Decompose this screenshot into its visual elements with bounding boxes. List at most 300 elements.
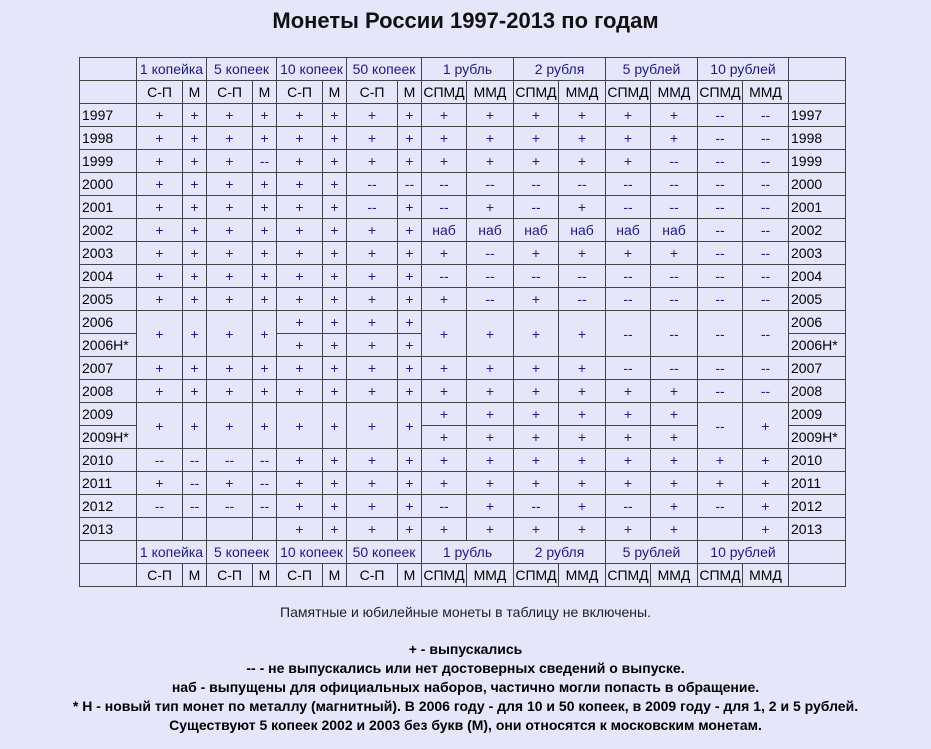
table-cell: --	[698, 104, 743, 127]
table-cell: +	[253, 219, 277, 242]
year-label: 2009	[789, 403, 846, 426]
legend-line: наб - выпущены для официальных наборов, частично могли попасть в обращение.	[171, 679, 760, 695]
table-cell: +	[651, 449, 698, 472]
table-cell: +	[323, 311, 347, 334]
table-cell: +	[277, 173, 323, 196]
table-cell: --	[606, 265, 651, 288]
table-cell: --	[698, 495, 743, 518]
table-cell: +	[559, 495, 606, 518]
denomination-header: 50 копеек	[347, 541, 422, 564]
table-cell: +	[207, 472, 253, 495]
mint-header-row	[80, 81, 846, 104]
table-cell: +	[651, 242, 698, 265]
table-cell: наб	[422, 219, 467, 242]
mint-header: М	[323, 564, 347, 587]
table-cell: +	[323, 196, 347, 219]
table-cell: +	[207, 380, 253, 403]
year-label: 2008	[789, 380, 846, 403]
legend-line: Существуют 5 копеек 2002 и 2003 без букв (М), они относятся к московским монетам.	[169, 717, 762, 733]
table-cell: --	[137, 495, 183, 518]
table-cell: +	[398, 196, 422, 219]
year-label: 2009	[80, 403, 137, 426]
excluded-note: Памятные и юбилейные монеты в таблицу не включены.	[280, 604, 651, 620]
mint-header: СПМД	[422, 81, 467, 104]
table-cell: --	[651, 288, 698, 311]
table-cell: +	[347, 288, 398, 311]
table-cell: +	[277, 449, 323, 472]
table-cell: +	[398, 219, 422, 242]
table-cell: --	[698, 219, 743, 242]
mint-header: ММД	[743, 81, 789, 104]
table-cell: наб	[514, 219, 559, 242]
table-cell: --	[467, 288, 514, 311]
table-cell: --	[422, 196, 467, 219]
table-cell: +	[347, 104, 398, 127]
table-cell: --	[398, 173, 422, 196]
year-label: 1997	[80, 104, 137, 127]
table-cell: --	[253, 150, 277, 173]
table-cell: +	[253, 403, 277, 449]
table-cell: +	[323, 357, 347, 380]
table-cell: +	[277, 357, 323, 380]
table-row	[80, 219, 846, 242]
table-cell: +	[277, 196, 323, 219]
table-cell: +	[277, 380, 323, 403]
table-cell: +	[137, 403, 183, 449]
table-cell: +	[422, 449, 467, 472]
table-row	[80, 173, 846, 196]
table-cell: --	[743, 357, 789, 380]
table-cell: +	[467, 403, 514, 426]
table-cell: +	[277, 265, 323, 288]
table-cell: +	[347, 495, 398, 518]
table-cell: --	[207, 449, 253, 472]
table-cell: +	[277, 104, 323, 127]
table-cell: +	[347, 449, 398, 472]
table-cell: наб	[606, 219, 651, 242]
year-label: 1999	[789, 150, 846, 173]
table-cell: +	[398, 495, 422, 518]
table-cell	[137, 518, 183, 541]
table-cell: +	[651, 104, 698, 127]
year-label: 2003	[80, 242, 137, 265]
mint-header: ММД	[651, 81, 698, 104]
table-cell: --	[698, 196, 743, 219]
table-cell: +	[398, 150, 422, 173]
table-cell: +	[277, 311, 323, 334]
table-cell: --	[183, 495, 207, 518]
year-label: 2005	[789, 288, 846, 311]
mint-header: ММД	[559, 564, 606, 587]
table-cell: +	[347, 380, 398, 403]
mint-header: С-П	[137, 81, 183, 104]
table-cell: +	[559, 449, 606, 472]
mint-header: М	[183, 564, 207, 587]
year-label: 2011	[789, 472, 846, 495]
year-label: 2003	[789, 242, 846, 265]
mint-header: М	[183, 81, 207, 104]
table-row	[80, 311, 846, 334]
table-cell: +	[323, 219, 347, 242]
table-cell: +	[277, 518, 323, 541]
table-cell: +	[183, 242, 207, 265]
table-cell: +	[743, 472, 789, 495]
table-cell: --	[347, 196, 398, 219]
table-cell: +	[422, 104, 467, 127]
table-cell: +	[347, 219, 398, 242]
mint-header: С-П	[277, 564, 323, 587]
table-cell	[183, 518, 207, 541]
mint-header: М	[398, 564, 422, 587]
table-cell: +	[698, 449, 743, 472]
table-cell: --	[183, 472, 207, 495]
table-cell: +	[347, 518, 398, 541]
denomination-header-row	[80, 541, 846, 564]
table-cell: +	[514, 426, 559, 449]
table-cell: +	[277, 403, 323, 449]
table-cell: +	[183, 150, 207, 173]
table-cell: +	[347, 472, 398, 495]
table-cell: +	[347, 265, 398, 288]
table-cell: +	[207, 104, 253, 127]
denomination-header-row	[80, 58, 846, 81]
table-cell: +	[651, 127, 698, 150]
table-cell: +	[323, 104, 347, 127]
table-cell: +	[183, 357, 207, 380]
table-cell: наб	[651, 219, 698, 242]
table-cell: --	[137, 449, 183, 472]
table-cell: +	[467, 472, 514, 495]
table-cell: +	[422, 288, 467, 311]
table-cell: --	[253, 449, 277, 472]
year-label: 2007	[80, 357, 137, 380]
legend-line: * Н - новый тип монет по металлу (магнитный). В 2006 году - для 10 и 50 копеек, в 2009 году - для 1, 2 и 5 рублей.	[72, 698, 859, 714]
mint-header: С-П	[277, 81, 323, 104]
table-cell: +	[422, 518, 467, 541]
table-cell: --	[606, 196, 651, 219]
table-cell	[253, 518, 277, 541]
table-cell: +	[559, 426, 606, 449]
year-label: 2001	[789, 196, 846, 219]
table-cell: --	[606, 357, 651, 380]
year-label: 2009Н*	[789, 426, 846, 449]
table-cell: +	[514, 150, 559, 173]
table-cell: --	[422, 173, 467, 196]
mint-header: СПМД	[514, 81, 559, 104]
table-cell: +	[606, 150, 651, 173]
table-cell: --	[422, 265, 467, 288]
mint-header: С-П	[207, 564, 253, 587]
legend-line: + - выпускались	[408, 641, 523, 657]
table-cell: --	[253, 472, 277, 495]
table-cell: --	[698, 173, 743, 196]
table-cell: --	[651, 196, 698, 219]
table-cell: +	[323, 334, 347, 357]
table-cell: +	[559, 518, 606, 541]
table-row	[80, 242, 846, 265]
table-cell: --	[514, 495, 559, 518]
table-cell: +	[514, 449, 559, 472]
table-cell: +	[253, 242, 277, 265]
table-cell: --	[183, 449, 207, 472]
table-cell: +	[323, 150, 347, 173]
table-cell: +	[323, 127, 347, 150]
table-cell: +	[743, 495, 789, 518]
table-cell: +	[559, 127, 606, 150]
table-cell: +	[323, 173, 347, 196]
table-cell: +	[183, 173, 207, 196]
table-cell: --	[743, 311, 789, 357]
mint-header: С-П	[347, 81, 398, 104]
table-cell: --	[698, 265, 743, 288]
table-cell: --	[606, 311, 651, 357]
mint-header: ММД	[559, 81, 606, 104]
table-cell: +	[606, 426, 651, 449]
table-cell: +	[467, 311, 514, 357]
table-cell: --	[467, 242, 514, 265]
table-cell: +	[253, 311, 277, 357]
table-cell: +	[422, 426, 467, 449]
legend	[0, 640, 931, 735]
empty-corner	[789, 564, 846, 587]
table-cell: +	[514, 472, 559, 495]
table-cell: +	[559, 472, 606, 495]
mint-header: ММД	[467, 564, 514, 587]
table-cell: +	[422, 380, 467, 403]
table-cell: +	[347, 334, 398, 357]
table-cell: +	[698, 472, 743, 495]
year-label: 2002	[789, 219, 846, 242]
table-cell: --	[743, 127, 789, 150]
year-label: 2006	[80, 311, 137, 334]
mint-header: М	[253, 81, 277, 104]
table-cell: +	[183, 196, 207, 219]
empty-corner	[789, 81, 846, 104]
table-cell: --	[253, 495, 277, 518]
table-cell: +	[207, 242, 253, 265]
table-cell: --	[606, 288, 651, 311]
year-label: 2006	[789, 311, 846, 334]
table-cell: +	[651, 472, 698, 495]
table-row	[80, 196, 846, 219]
year-label: 2002	[80, 219, 137, 242]
table-cell: +	[398, 449, 422, 472]
denomination-header: 2 рубля	[514, 541, 606, 564]
table-cell: --	[698, 150, 743, 173]
year-label: 2009Н*	[80, 426, 137, 449]
table-cell	[698, 518, 743, 541]
table-cell: +	[559, 150, 606, 173]
denomination-header: 1 копейка	[137, 541, 207, 564]
table-cell: +	[606, 472, 651, 495]
table-cell: +	[514, 288, 559, 311]
table-cell: +	[514, 380, 559, 403]
table-cell: --	[698, 288, 743, 311]
mint-header: С-П	[207, 81, 253, 104]
mint-header: ММД	[651, 564, 698, 587]
mint-header: СПМД	[606, 564, 651, 587]
table-cell: +	[137, 380, 183, 403]
table-cell: --	[698, 311, 743, 357]
table-cell: +	[207, 288, 253, 311]
table-cell: +	[467, 150, 514, 173]
table-cell: --	[559, 173, 606, 196]
table-cell: +	[398, 288, 422, 311]
table-cell: --	[651, 173, 698, 196]
mint-header: М	[398, 81, 422, 104]
table-cell: +	[398, 403, 422, 449]
table-cell: +	[398, 357, 422, 380]
table-cell: +	[207, 265, 253, 288]
table-cell: +	[514, 242, 559, 265]
table-cell: +	[559, 242, 606, 265]
table-cell: +	[207, 219, 253, 242]
table-cell: --	[467, 173, 514, 196]
table-cell: +	[277, 288, 323, 311]
table-cell: +	[137, 173, 183, 196]
year-label: 1997	[789, 104, 846, 127]
table-cell: --	[347, 173, 398, 196]
table-cell: --	[698, 357, 743, 380]
table-cell: +	[514, 357, 559, 380]
table-cell: --	[467, 265, 514, 288]
mint-header-row	[80, 564, 846, 587]
denomination-header: 5 копеек	[207, 541, 277, 564]
table-cell: +	[137, 196, 183, 219]
table-cell: +	[467, 449, 514, 472]
table-cell: +	[277, 472, 323, 495]
table-cell: +	[277, 127, 323, 150]
table-cell: --	[422, 495, 467, 518]
table-cell: +	[398, 334, 422, 357]
table-cell: --	[743, 173, 789, 196]
table-cell: --	[698, 403, 743, 449]
table-cell: +	[207, 150, 253, 173]
table-cell: --	[606, 173, 651, 196]
table-cell: +	[398, 311, 422, 334]
table-cell: +	[183, 311, 207, 357]
table-row	[80, 380, 846, 403]
table-cell: +	[183, 104, 207, 127]
table-cell: +	[137, 219, 183, 242]
table-cell: +	[651, 518, 698, 541]
table-cell: --	[514, 265, 559, 288]
table-cell: +	[514, 403, 559, 426]
legend-line: -- - не выпускались или нет достоверных сведений о выпуске.	[246, 660, 685, 676]
table-cell: +	[323, 288, 347, 311]
table-cell: +	[559, 196, 606, 219]
table-cell: +	[559, 403, 606, 426]
year-label: 2000	[80, 173, 137, 196]
empty-corner	[80, 58, 137, 81]
table-cell: --	[207, 495, 253, 518]
table-cell: +	[137, 288, 183, 311]
table-cell: +	[347, 311, 398, 334]
table-cell: +	[207, 127, 253, 150]
table-cell: --	[698, 242, 743, 265]
table-cell: наб	[467, 219, 514, 242]
table-row	[80, 403, 846, 426]
table-cell: +	[606, 449, 651, 472]
table-cell: +	[137, 472, 183, 495]
table-cell: +	[253, 357, 277, 380]
table-cell: +	[606, 518, 651, 541]
table-cell: +	[347, 357, 398, 380]
table-cell: +	[137, 265, 183, 288]
year-label: 2012	[80, 495, 137, 518]
table-cell: --	[743, 196, 789, 219]
table-cell: +	[323, 242, 347, 265]
table-row	[80, 495, 846, 518]
mint-header: СПМД	[698, 564, 743, 587]
table-cell: +	[467, 380, 514, 403]
mint-header: СПМД	[514, 564, 559, 587]
year-label: 2007	[789, 357, 846, 380]
table-cell: наб	[559, 219, 606, 242]
table-cell: +	[422, 311, 467, 357]
mint-header: СПМД	[698, 81, 743, 104]
table-cell: +	[514, 311, 559, 357]
table-cell: +	[183, 265, 207, 288]
table-row	[80, 449, 846, 472]
table-cell: +	[137, 104, 183, 127]
table-cell: --	[606, 495, 651, 518]
table-cell: +	[183, 219, 207, 242]
denomination-header: 5 рублей	[606, 541, 698, 564]
table-cell: +	[137, 127, 183, 150]
table-cell: +	[606, 104, 651, 127]
year-label: 2012	[789, 495, 846, 518]
table-cell: --	[698, 127, 743, 150]
table-cell: +	[253, 380, 277, 403]
table-cell: --	[743, 150, 789, 173]
table-cell: +	[514, 518, 559, 541]
table-cell: +	[207, 196, 253, 219]
year-label: 1999	[80, 150, 137, 173]
table-cell: +	[606, 380, 651, 403]
table-cell: +	[323, 380, 347, 403]
table-cell: +	[253, 265, 277, 288]
denomination-header: 1 копейка	[137, 58, 207, 81]
year-label: 1998	[789, 127, 846, 150]
table-cell: +	[207, 311, 253, 357]
table-cell: --	[559, 288, 606, 311]
table-cell: +	[347, 150, 398, 173]
table-cell: +	[467, 518, 514, 541]
table-cell: +	[559, 104, 606, 127]
year-label: 2006Н*	[80, 334, 137, 357]
page-title: Монеты России 1997-2013 по годам	[272, 8, 659, 33]
table-row	[80, 265, 846, 288]
table-cell: +	[398, 242, 422, 265]
table-cell: +	[398, 472, 422, 495]
table-cell: +	[514, 127, 559, 150]
table-cell: +	[559, 357, 606, 380]
year-label: 2013	[80, 518, 137, 541]
table-cell: +	[207, 357, 253, 380]
table-cell: +	[467, 495, 514, 518]
denomination-header: 10 рублей	[698, 541, 789, 564]
table-cell: +	[398, 265, 422, 288]
table-cell: +	[398, 380, 422, 403]
empty-corner	[80, 81, 137, 104]
table-cell: +	[277, 150, 323, 173]
table-cell: +	[323, 472, 347, 495]
table-cell: +	[651, 403, 698, 426]
table-row	[80, 104, 846, 127]
empty-corner	[80, 541, 137, 564]
table-cell: +	[606, 242, 651, 265]
